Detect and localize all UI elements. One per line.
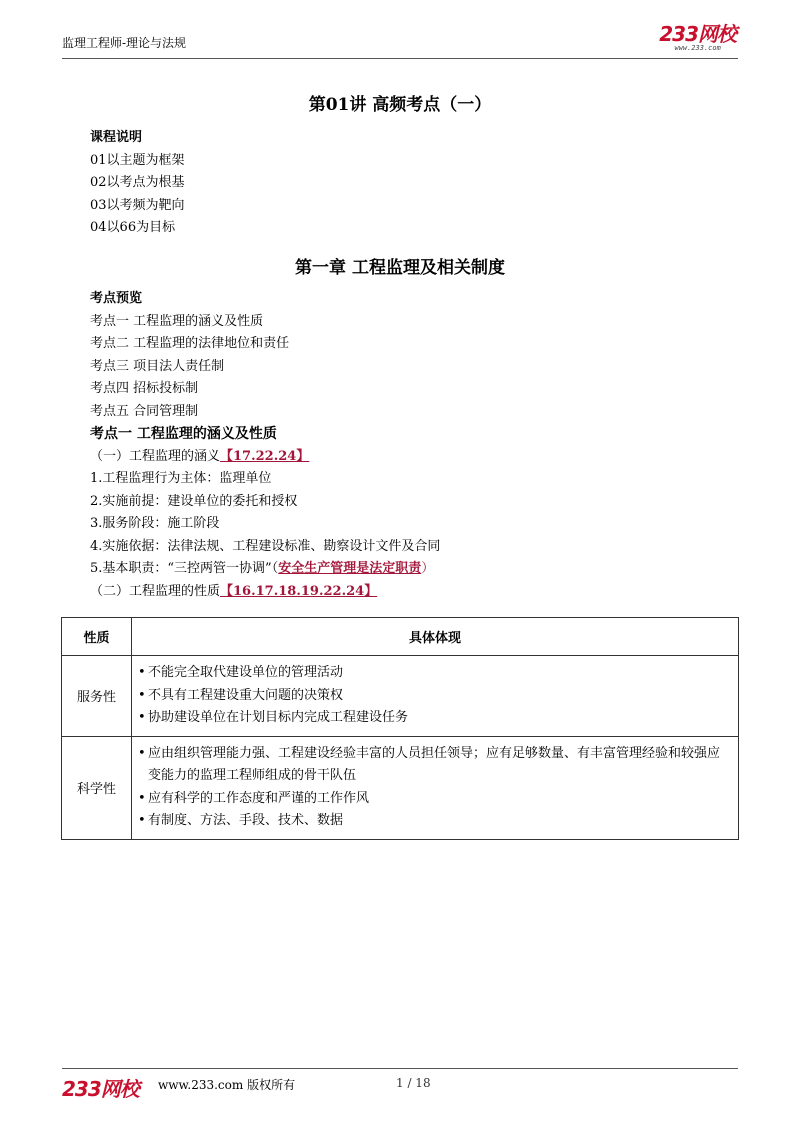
chapter-title: 第一章 工程监理及相关制度 [295,258,505,278]
list-item: • 不能完全取代建设单位的管理活动 [138,665,344,680]
exam-years-tag: 【16.17.18.19.22.24】 [220,583,378,599]
exam-years-tag: 【17.22.24】 [220,448,310,464]
point-item: 1.工程监理行为主体：监理单位 [90,471,272,486]
list-item: • 应有科学的工作态度和严谨的工作作风 [138,790,370,806]
list-item-text: 应有科学的工作态度和严谨的工作作风 [148,790,370,806]
footer-divider [62,1068,738,1069]
column-header: 性质 [62,618,132,656]
preview-item: 考点一 工程监理的涵义及性质 [90,313,264,329]
subsection-label: （一）工程监理的涵义 [90,448,221,464]
logo-url: www.233.com [674,44,721,52]
course-section [90,127,185,240]
brand-logo[interactable] [659,24,736,52]
page-number: 1 / 18 [396,1076,431,1090]
list-item-text: 有制度、方法、手段、技术、数据 [148,813,344,828]
list-item-text: 不具有工程建设重大问题的决策权 [148,687,344,703]
preview-section [90,288,440,603]
list-item-text: 协助建设单位在计划目标内完成工程建设任务 [148,710,409,725]
page-footer [62,1073,738,1101]
course-heading: 课程说明 [90,130,143,145]
course-item: 03以考频为靶向 [90,197,185,213]
table-row [62,736,739,839]
preview-item: 考点二 工程监理的法律地位和责任 [90,336,290,351]
table-header-row [62,618,739,656]
course-item: 04以66为目标 [90,220,176,235]
point-item: 4.实施依据：法律法规、工程建设标准、勘察设计文件及合同 [90,538,441,554]
subsection-label: （二）工程监理的性质 [90,583,221,599]
property-name: 服务性 [62,656,132,737]
footer-copyright: www.233.com 版权所有 [158,1078,296,1092]
preview-item: 考点四 招标投标制 [90,381,199,396]
point-item-5 [90,558,440,581]
point-item: 2.实施前提：建设单位的委托和授权 [90,493,298,509]
preview-item: 考点三 项目法人责任制 [90,358,225,374]
list-item-text: 应由组织管理能力强、工程建设经验丰富的人员担任领导；应有足够数量、有丰富管理经验和较强应变能力的监理工程师组成的骨干队伍 [148,745,721,783]
property-name: 科学性 [62,736,132,839]
list-item: • 应由组织管理能力强、工程建设经验丰富的人员担任领导；应有足够数量、有丰富管理经验和较强应变能力的监理工程师组成的骨干队伍 [138,745,721,783]
section-heading: 考点一 工程监理的涵义及性质 [90,426,277,442]
page-header [62,22,738,60]
subsection-meaning [90,446,440,469]
table-row [62,656,739,737]
header-divider [62,58,738,59]
header-title: 监理工程师-理论与法规 [62,36,187,50]
list-item-text: 不能完全取代建设单位的管理活动 [148,665,344,680]
subsection-nature [90,581,440,604]
course-item: 02以考点为根基 [90,175,185,190]
property-details [132,656,739,737]
list-item: • 不具有工程建设重大问题的决策权 [138,687,344,703]
lecture-title: 第01讲 高频考点（一） [308,95,492,115]
footer-logo[interactable]: 233网校 [62,1077,139,1101]
point-item: 3.服务阶段：施工阶段 [90,516,220,531]
point-prefix: 5.基本职责：“三控两管一协调”（ [90,561,279,576]
list-item: • 协助建设单位在计划目标内完成工程建设任务 [138,710,409,725]
column-header: 具体体现 [132,618,739,656]
preview-heading: 考点预览 [90,291,143,306]
nature-table [61,617,739,840]
course-item: 01以主题为框架 [90,152,185,168]
property-details [132,736,739,839]
logo-text: 233网校 [659,22,736,46]
point-suffix: ） [421,561,435,576]
highlight-text: 安全生产管理是法定职责 [278,561,422,576]
list-item: • 有制度、方法、手段、技术、数据 [138,813,344,828]
preview-item: 考点五 合同管理制 [90,403,199,419]
